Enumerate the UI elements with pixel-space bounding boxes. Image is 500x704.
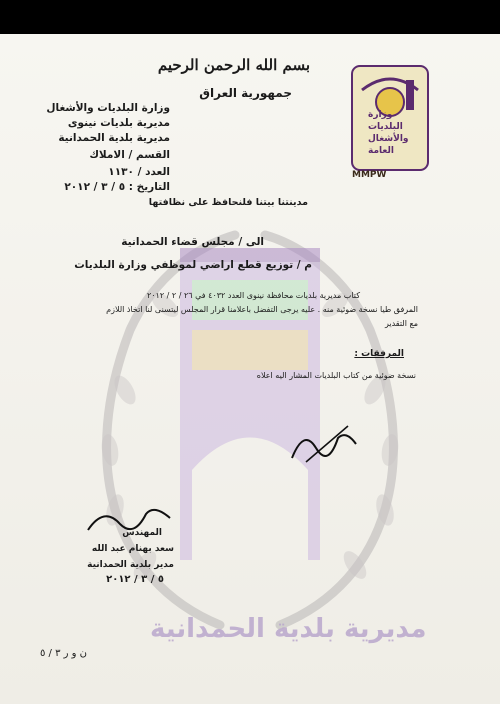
slogan: مدينتنا بيتنا فلنحافظ على نظافتها — [148, 197, 308, 208]
body-line: المرفق طيا نسخة ضوئية منه . عليه يرجى التفضل باعلامنا قرار المجلس ليتسنى لنا اتخاذ اللازم — [106, 305, 418, 314]
municipality-line: مديرية بلدية الحمدانية — [58, 132, 170, 144]
ministry-logo-icon — [346, 60, 434, 180]
letter-date: التاريخ : ٥ / ٣ / ٢٠١٢ — [64, 181, 170, 193]
logo-abbreviation: MMPW — [352, 170, 387, 180]
signatory-name: سعد بهنام عبد الله — [91, 544, 174, 554]
footer-code: ن و ر ٣ / ٥ — [40, 648, 88, 659]
subject: م / توزيع قطع اراضي لموظفي وزارة البلديات — [74, 259, 312, 271]
logo-text-line: وزارة — [368, 110, 393, 120]
ministry-line: وزارة البلديات والأشغال — [46, 102, 170, 114]
basmala: بسم الله الرحمن الرحيم — [157, 56, 310, 74]
footer-stamp: مديرية بلدية الحمدانية — [150, 614, 427, 644]
attachment-item: نسخة ضوئية من كتاب البلديات المشار اليه اعلاه — [256, 371, 416, 380]
republic-heading: جمهورية العراق — [199, 86, 292, 100]
logo-text-line: والأشغال — [368, 134, 409, 144]
body-line: مع التقدير — [384, 319, 418, 328]
signature-date: ٥ / ٣ / ٢٠١٢ — [106, 574, 164, 585]
reference-number: العدد / ١١٣٠ — [108, 166, 170, 178]
recipient: الى / مجلس قضاء الحمدانية — [121, 236, 264, 248]
signatory-position: مدير بلدية الحمدانية — [87, 560, 174, 570]
handwritten-initials — [286, 418, 366, 468]
department-line: القسم / الاملاك — [89, 149, 170, 161]
logo-text-line: البلديات — [368, 122, 403, 132]
directorate-line: مديرية بلديات نينوى — [67, 117, 170, 129]
scan-top-edge — [0, 0, 500, 34]
attachments-heading: المرفقات : — [354, 349, 404, 359]
body-line: كتاب مديرية بلديات محافظة نينوى العدد ٤٠٣٢ في ٢٦ / ٢ / ٢٠١٢ — [146, 291, 360, 300]
signatory-title: المهندس — [122, 528, 162, 538]
logo-text-line: العامة — [368, 146, 394, 156]
